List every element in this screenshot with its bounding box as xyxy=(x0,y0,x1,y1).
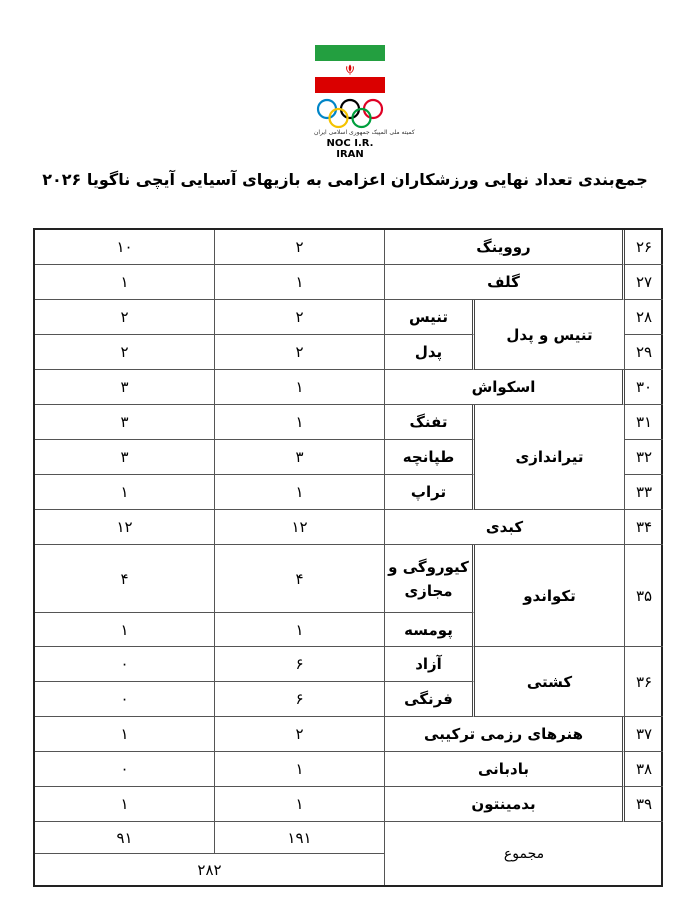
olympic-rings-icon xyxy=(314,97,386,131)
count-a: ۲ xyxy=(215,717,385,752)
athletes-table xyxy=(33,228,663,887)
noc-subtitle: کمیته ملی المپیک جمهوری اسلامی ایران xyxy=(314,129,415,136)
row-number: ۳۵ xyxy=(625,545,663,647)
row-number: ۳۱ xyxy=(625,405,663,440)
sub-discipline: طپانچه xyxy=(385,440,475,475)
sport-name: هنرهای رزمی ترکیبی xyxy=(385,717,625,752)
row-number: ۲۹ xyxy=(625,335,663,370)
count-b: ۰ xyxy=(35,647,215,682)
count-a: ۱ xyxy=(215,405,385,440)
iran-flag-icon xyxy=(315,45,385,93)
total-count-a: ۱۹۱ xyxy=(215,822,385,854)
count-b: ۰ xyxy=(35,752,215,787)
sub-discipline: پدل xyxy=(385,335,475,370)
row-number: ۳۰ xyxy=(625,370,663,405)
total-label: مجموع xyxy=(503,845,545,862)
sport-name: تنیس و پدل xyxy=(475,300,625,370)
sport-name: تیراندازی xyxy=(475,405,625,510)
sub-discipline: کیوروگی و مجازی xyxy=(385,545,475,613)
count-a: ۱ xyxy=(215,370,385,405)
count-a: ۱ xyxy=(215,613,385,647)
count-a: ۱ xyxy=(215,475,385,510)
count-b: ۳ xyxy=(35,405,215,440)
row-number: ۳۹ xyxy=(625,787,663,822)
emblem-icon xyxy=(345,64,355,75)
count-b: ۳ xyxy=(35,440,215,475)
sport-name: تکواندو xyxy=(475,545,625,647)
count-b: ۱ xyxy=(35,475,215,510)
count-b: ۲ xyxy=(35,300,215,335)
sport-name: بادبانی xyxy=(385,752,625,787)
count-b: ۰ xyxy=(35,682,215,717)
row-number: ۳۸ xyxy=(625,752,663,787)
sport-name: گلف xyxy=(385,265,625,300)
count-a: ۶ xyxy=(215,647,385,682)
sport-name: رووینگ xyxy=(385,230,625,265)
count-b: ۱۲ xyxy=(35,510,215,545)
count-b: ۴ xyxy=(35,545,215,613)
row-number: ۳۴ xyxy=(625,510,663,545)
count-b: ۱ xyxy=(35,265,215,300)
sub-discipline: تفنگ xyxy=(385,405,475,440)
row-number: ۳۶ xyxy=(625,647,663,717)
sub-discipline: تراپ xyxy=(385,475,475,510)
sport-name: کبدی xyxy=(385,510,625,545)
row-number: ۲۶ xyxy=(625,230,663,265)
sub-discipline: فرنگی xyxy=(385,682,475,717)
count-a: ۲ xyxy=(215,230,385,265)
count-a: ۳ xyxy=(215,440,385,475)
row-number: ۳۷ xyxy=(625,717,663,752)
count-b: ۳ xyxy=(35,370,215,405)
count-a: ۱۲ xyxy=(215,510,385,545)
sport-name: اسکواش xyxy=(385,370,625,405)
row-number: ۳۳ xyxy=(625,475,663,510)
count-a: ۲ xyxy=(215,335,385,370)
count-b: ۲ xyxy=(35,335,215,370)
count-a: ۱ xyxy=(215,787,385,822)
sport-name: کشتی xyxy=(475,647,625,717)
count-a: ۲ xyxy=(215,300,385,335)
row-number: ۲۸ xyxy=(625,300,663,335)
sub-discipline: آزاد xyxy=(385,647,475,682)
sport-name: بدمینتون xyxy=(385,787,625,822)
count-a: ۱ xyxy=(215,265,385,300)
count-b: ۱ xyxy=(35,717,215,752)
noc-logo xyxy=(314,45,415,160)
row-number: ۳۲ xyxy=(625,440,663,475)
noc-text: NOC I.R. IRAN xyxy=(326,138,374,160)
total-count-b: ۹۱ xyxy=(35,822,215,854)
sub-discipline: تنیس xyxy=(385,300,475,335)
count-b: ۱ xyxy=(35,613,215,647)
row-number: ۲۷ xyxy=(625,265,663,300)
grand-total: ۲۸۲ xyxy=(35,854,385,885)
count-b: ۱۰ xyxy=(35,230,215,265)
page-title: جمع‌بندی تعداد نهایی ورزشکاران اعزامی به بازیهای آسیایی آیچی ناگویا ۲۰۲۶ xyxy=(42,170,648,189)
count-a: ۱ xyxy=(215,752,385,787)
sub-discipline: پومسه xyxy=(385,613,475,647)
count-b: ۱ xyxy=(35,787,215,822)
count-a: ۴ xyxy=(215,545,385,613)
count-a: ۶ xyxy=(215,682,385,717)
